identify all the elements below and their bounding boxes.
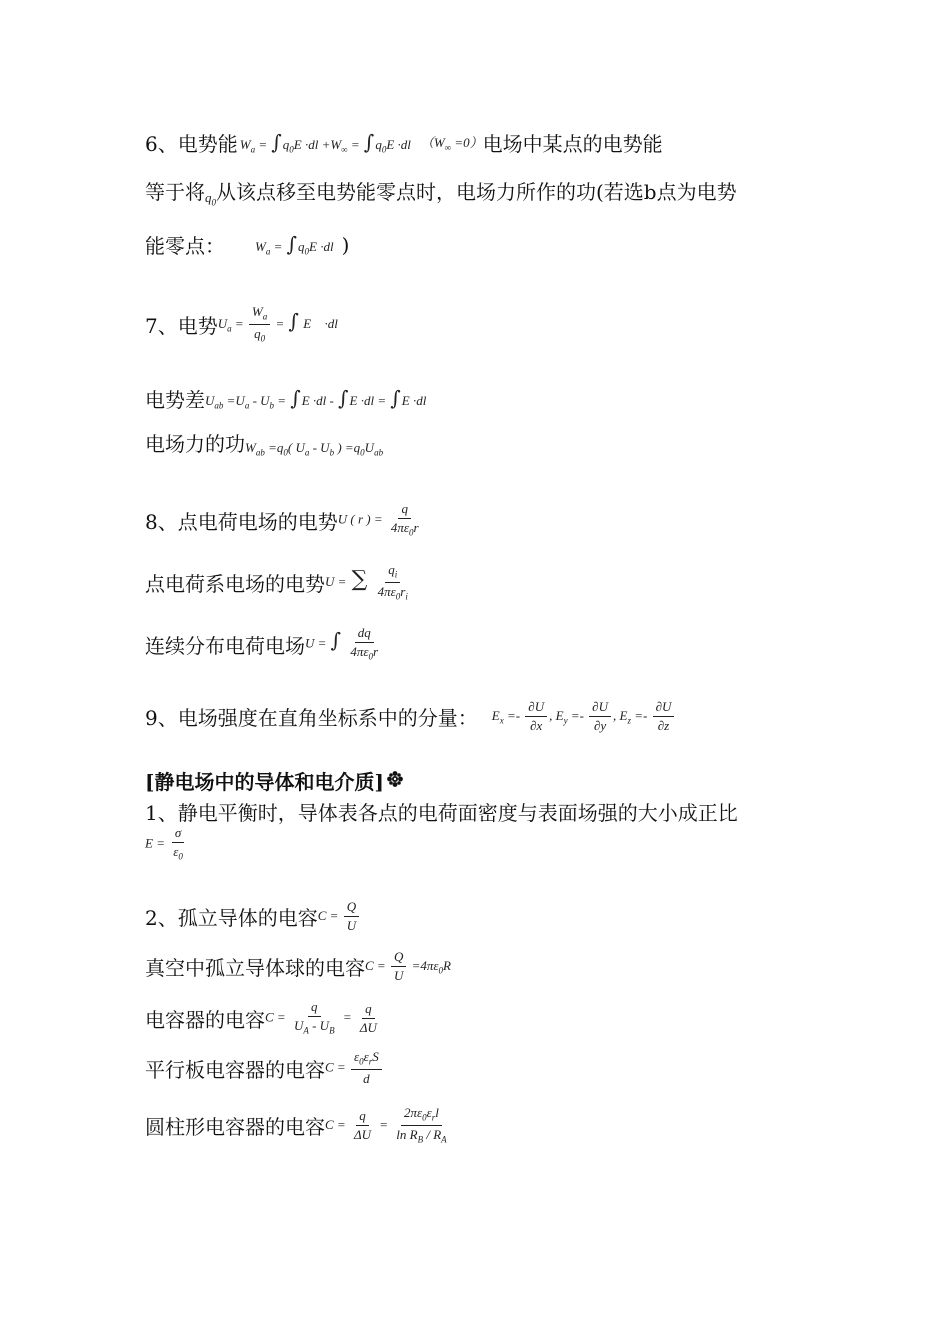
- section-heading-line: [145, 766, 404, 795]
- flower-icon: [386, 770, 404, 792]
- s2-cyl-formula: C = $\frac{q}{\Delta U}$ = $\frac{2\pi\varepsilon_0\varepsilon_rl}{\ln R_B / R_A}$: [325, 1105, 447, 1146]
- item7-diff-line: [145, 384, 426, 413]
- item6-q0: $q_0$: [205, 189, 216, 208]
- item7-diff-formula: $U_{ab} =U_a - U_b = \int E \cdot dl - \int E \cdot dl = \int E \cdot dl$: [205, 386, 427, 411]
- s2-plate-formula: C = $\frac{\varepsilon_0\varepsilon_rS}{d}$: [325, 1050, 384, 1087]
- s2-label: 2、孤立导体的电容: [145, 906, 318, 931]
- item7-formula: $U_a$ = $\frac{W_a}{q_0}$ = ∫ E⃗ ·dl⃗: [217, 304, 348, 345]
- s2-cyl-line: [145, 1106, 452, 1146]
- s1-line: [145, 797, 738, 826]
- item6-line2-tail: 从该点移至电势能零点时，电场力所作的功(若选b点为电势: [216, 180, 737, 204]
- item6-line1: [145, 128, 663, 157]
- item8-continuous-formula: U = ∫ $\frac{dq}{4\pi\varepsilon_0r}$: [305, 625, 379, 662]
- item9-formula: $E_x$ =- $\frac{\partial U}{\partial x}$ , $E_y$ =- $\frac{\partial U}{\partial y}$ , $E_z$ =- $\frac{\partial U}{\partial z}$: [492, 700, 677, 734]
- item6-line3: [145, 230, 349, 259]
- s2-sphere-label: 真空中孤立导体球的电容: [145, 956, 365, 981]
- s2-cyl-label: 圆柱形电容器的电容: [145, 1115, 325, 1140]
- item6-line1-tail: 电场中某点的电势能: [482, 132, 663, 156]
- s2-cap-label: 电容器的电容: [145, 1007, 265, 1032]
- item9-line: [145, 700, 676, 734]
- s2-formula: C = $\frac{Q}{U}$: [318, 900, 361, 934]
- item8-continuous-label: 连续分布电荷电场: [145, 633, 305, 658]
- item7-work-label: 电场力的功: [145, 432, 245, 456]
- item6-formula1: $W_a = \int q_0E \cdot dl +W_\infty = \int q_0E \cdot dl$: [239, 130, 411, 155]
- s1-text: 1、静电平衡时，导体表各点的电荷面密度与表面场强的大小成正比: [145, 801, 738, 825]
- s2-plate-label: 平行板电容器的电容: [145, 1057, 325, 1082]
- item8-line: [145, 502, 424, 539]
- item6-line2: [145, 176, 737, 208]
- s2-sphere-formula: C = $\frac{Q}{U}$ $=4\pi\varepsilon_0R$: [365, 949, 451, 984]
- item8-system-formula: U = ∑ $\frac{q_i}{4\pi\varepsilon_0r_i}$: [325, 562, 408, 603]
- section-heading: [静电场中的导体和电介质]: [145, 770, 384, 794]
- item8-system-label: 点电荷系电场的电势: [145, 572, 325, 597]
- item7-label: 7、电势: [145, 314, 218, 339]
- item6-line2-head: 等于将: [145, 180, 205, 204]
- s2-line: [145, 900, 361, 934]
- item6-line3-head: 能零点：: [145, 234, 225, 258]
- item7-work-line: [145, 428, 383, 457]
- s2-cap-line: [145, 1000, 382, 1037]
- s2-sphere-line: [145, 950, 451, 984]
- s1-formula-line: [145, 826, 188, 863]
- item8-system-line: [145, 563, 413, 603]
- item9-label: 9、电场强度在直角坐标系中的分量：: [145, 706, 478, 731]
- item6-formula3: $W_a = \int q_0E \cdot dl$: [255, 232, 334, 257]
- item6-label: 6、电势能: [145, 132, 238, 156]
- s2-cap-formula: C = $\frac{q}{U_A - U_B}$ = $\frac{q}{\Delta U}$: [265, 999, 377, 1036]
- item7-work-formula: $W_{ab} =q_0$( $U_a - U_b$ ) $=q_0U_{ab}$: [245, 439, 384, 458]
- item8-continuous-line: [145, 626, 383, 663]
- item6-line3-tail: ): [341, 232, 350, 257]
- item8-label: 8、点电荷电场的电势: [145, 509, 338, 534]
- item6-paren-formula: $(W_\infty =0)$: [420, 135, 483, 153]
- item7-line: [145, 305, 348, 345]
- item7-diff-label: 电势差: [145, 388, 205, 412]
- s1-formula: E = $\frac{\sigma}{\varepsilon_0}$: [145, 825, 183, 862]
- s2-plate-line: [145, 1050, 384, 1087]
- item8-formula: U ( r ) = $\frac{q}{4\pi\varepsilon_0r}$: [337, 501, 419, 538]
